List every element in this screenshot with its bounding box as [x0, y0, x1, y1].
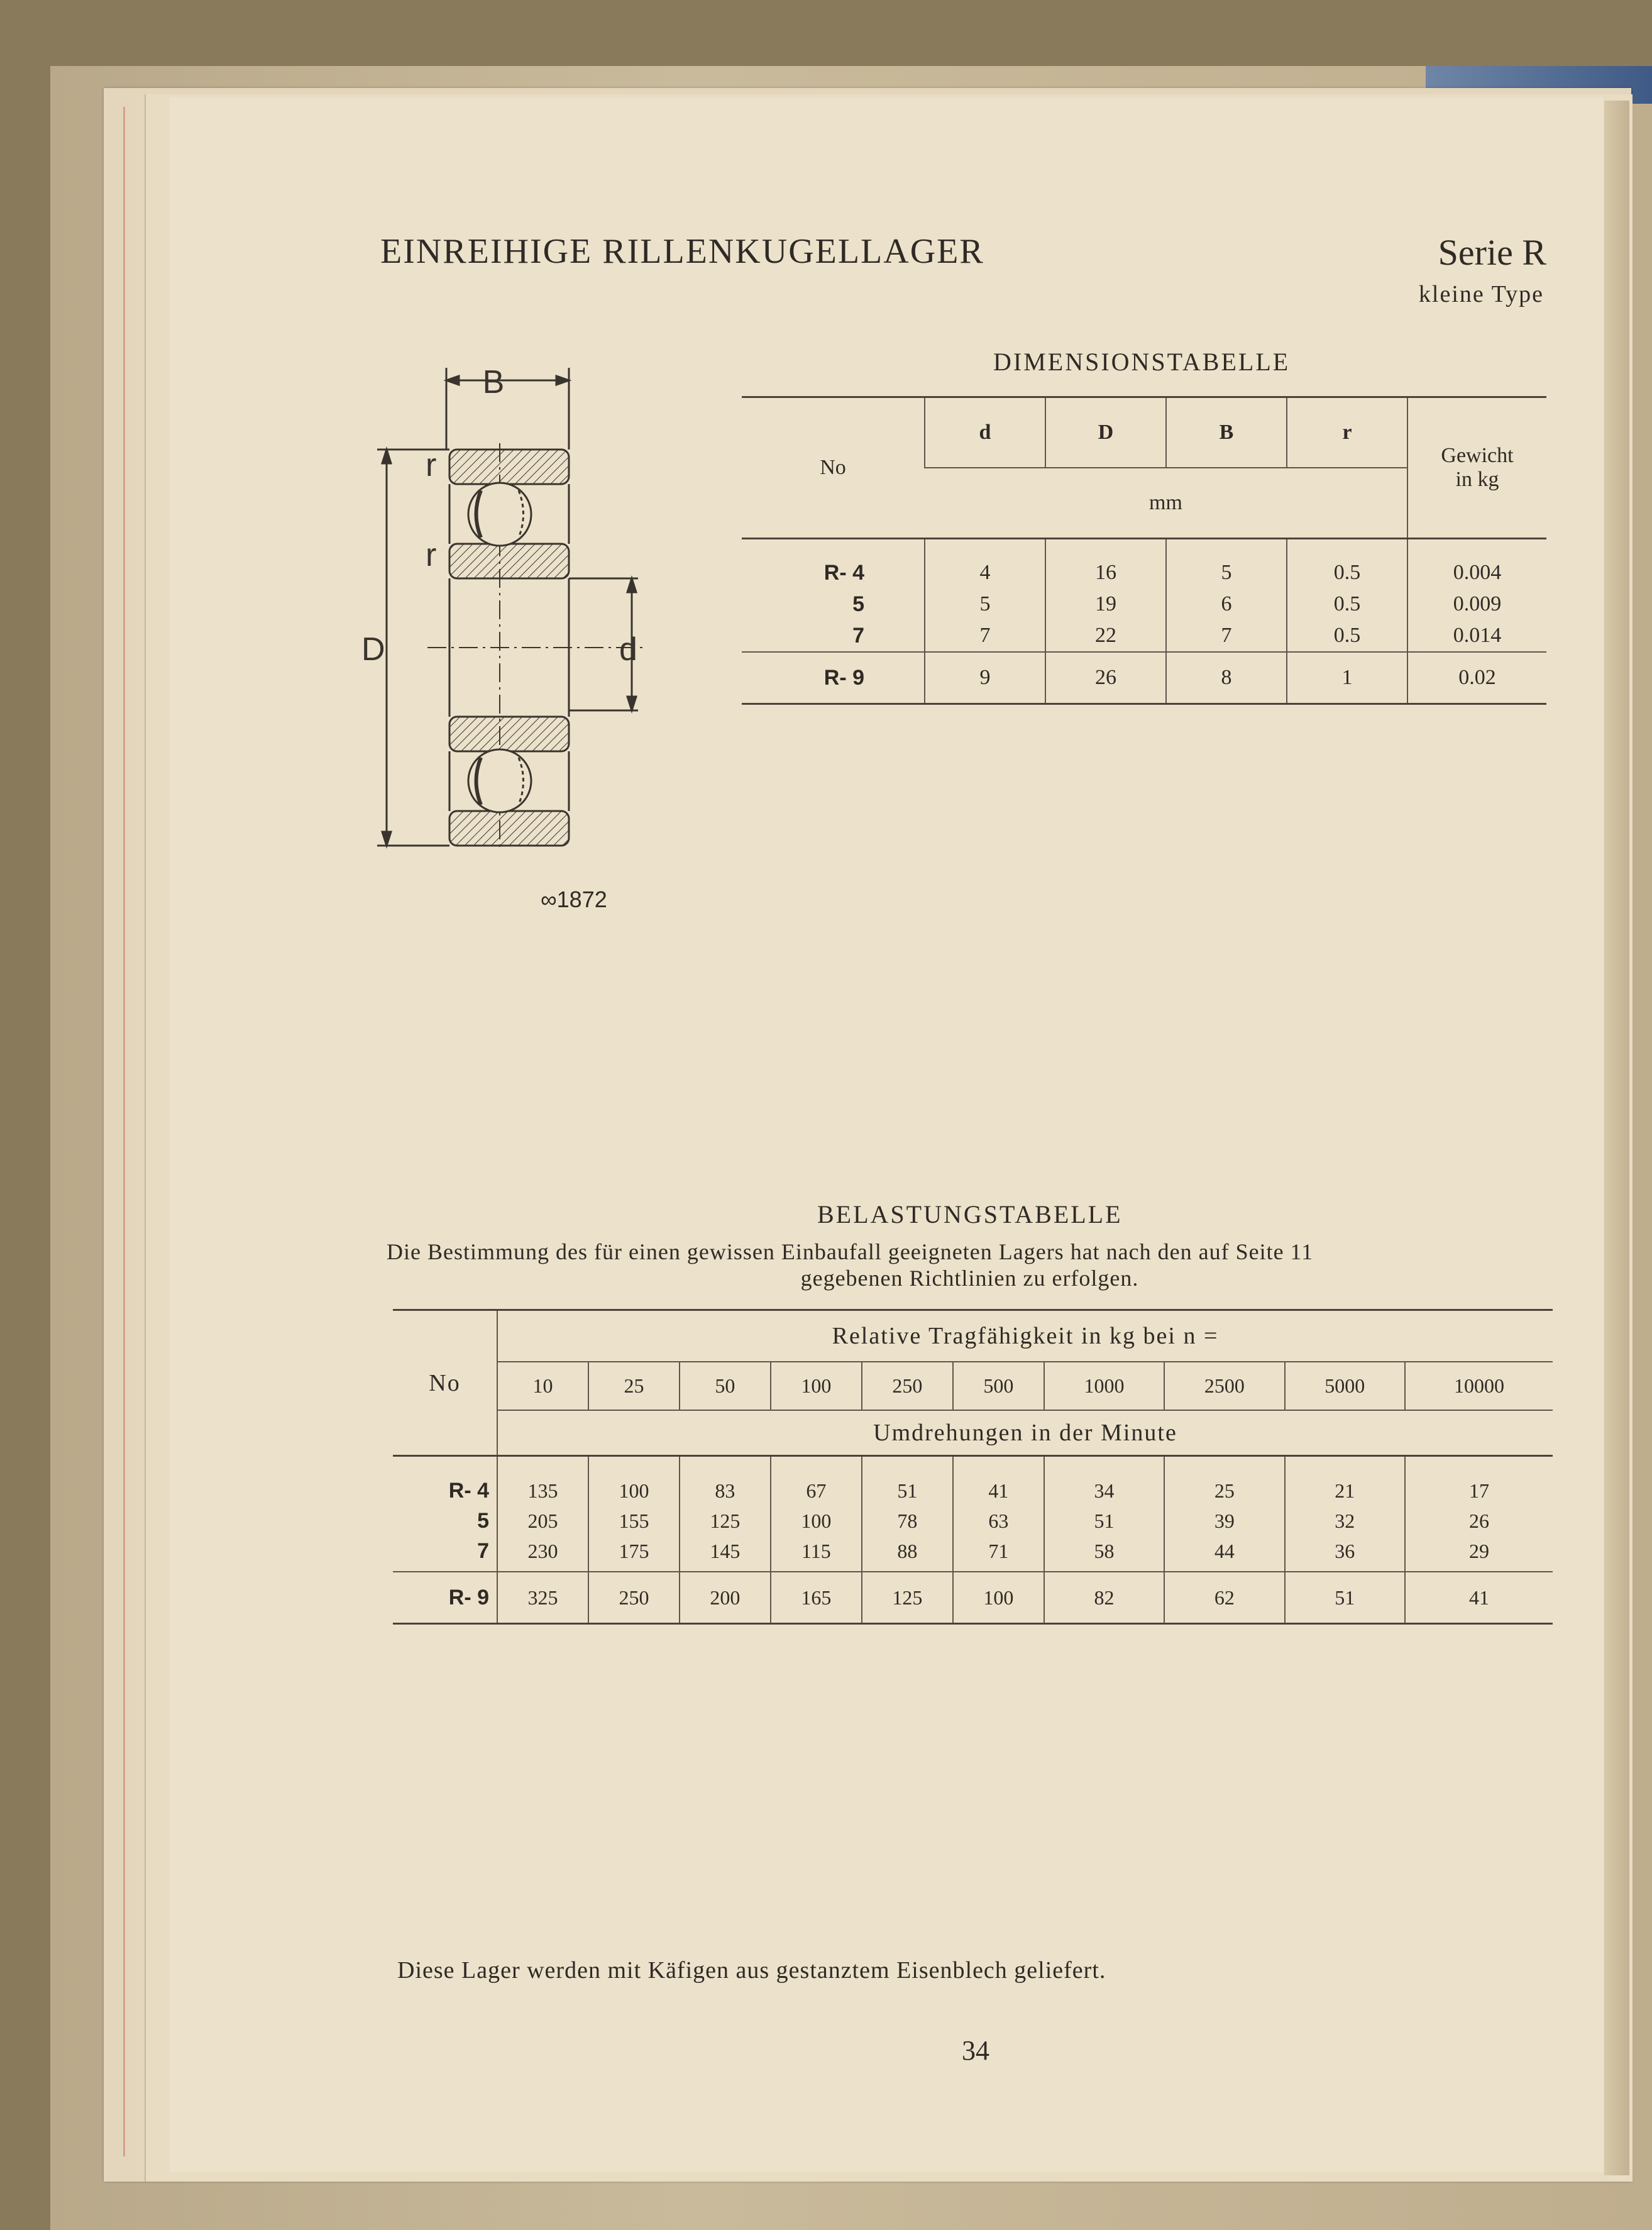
- header-unit-mm: mm: [925, 468, 1407, 539]
- load-header-relative: Relative Tragfähigkeit in kg bei n =: [497, 1310, 1553, 1362]
- page-edge-right: [1604, 101, 1629, 2175]
- cell-D: 16: [1045, 539, 1166, 589]
- cell-load: 51: [862, 1456, 953, 1506]
- cell-load: 83: [680, 1456, 771, 1506]
- cell-load: 175: [588, 1536, 680, 1572]
- cell-no: R- 9: [742, 652, 925, 704]
- label-D: D: [361, 631, 385, 668]
- cell-load: 41: [1405, 1572, 1553, 1624]
- cell-d: 5: [925, 588, 1045, 620]
- cell-weight: 0.004: [1407, 539, 1546, 589]
- cell-B: 6: [1166, 588, 1287, 620]
- drawing-reference: ∞1872: [541, 886, 607, 912]
- header-weight: [1407, 397, 1546, 539]
- cell-d: 9: [925, 652, 1045, 704]
- load-header-no: No: [393, 1310, 497, 1456]
- load-table-intro-line1: Die Bestimmung des für einen gewissen Einbaufall geeigneten Lagers hat nach den auf Seite 11: [387, 1239, 1314, 1264]
- cell-load: 26: [1405, 1506, 1553, 1536]
- header-weight-line2: in kg: [1455, 468, 1499, 491]
- cell-r: 0.5: [1287, 620, 1407, 652]
- label-b: B: [482, 364, 505, 400]
- speed-header: 1000: [1044, 1362, 1164, 1410]
- cell-r: 0.5: [1287, 539, 1407, 589]
- header-r: r: [1287, 397, 1407, 468]
- cell-D: 19: [1045, 588, 1166, 620]
- cell-load: 25: [1164, 1456, 1284, 1506]
- cell-load: 41: [953, 1456, 1044, 1506]
- cell-load: 115: [771, 1536, 862, 1572]
- cell-d: 7: [925, 620, 1045, 652]
- cell-load: 88: [862, 1536, 953, 1572]
- table-row: [742, 620, 1546, 652]
- cell-no: 5: [852, 592, 864, 616]
- cell-load: 100: [588, 1456, 680, 1506]
- table-row: [742, 588, 1546, 620]
- cell-load: 21: [1285, 1456, 1405, 1506]
- cell-no: R- 9: [393, 1572, 497, 1624]
- page-title: EINREIHIGE RILLENKUGELLAGER: [380, 232, 984, 271]
- table-row: [393, 1456, 1553, 1506]
- label-r-mid: r: [426, 537, 437, 573]
- cell-load: 200: [680, 1572, 771, 1624]
- table-row: [393, 1572, 1553, 1624]
- footnote: Diese Lager werden mit Käfigen aus gestanztem Eisenblech geliefert.: [397, 1957, 1106, 1984]
- load-table-intro-line2: gegebenen Richtlinien zu erfolgen.: [800, 1266, 1139, 1291]
- cell-no: 7: [477, 1538, 489, 1563]
- cell-no: R- 4: [823, 560, 864, 585]
- label-r-top: r: [426, 447, 437, 483]
- cell-weight: 0.014: [1407, 620, 1546, 652]
- cell-load: 135: [497, 1456, 588, 1506]
- cell-load: 71: [953, 1536, 1044, 1572]
- speed-header: 100: [771, 1362, 862, 1410]
- dimension-table: [742, 396, 1546, 705]
- speed-header: 500: [953, 1362, 1044, 1410]
- cell-load: 51: [1285, 1572, 1405, 1624]
- load-table: [393, 1309, 1553, 1625]
- cell-load: 44: [1164, 1536, 1284, 1572]
- cell-load: 78: [862, 1506, 953, 1536]
- cell-B: 7: [1166, 620, 1287, 652]
- cell-load: 165: [771, 1572, 862, 1624]
- cell-r: 1: [1287, 652, 1407, 704]
- bearing-drawing: [361, 355, 663, 858]
- cell-load: 34: [1044, 1456, 1164, 1506]
- cell-load: 63: [953, 1506, 1044, 1536]
- cell-load: 155: [588, 1506, 680, 1536]
- cell-load: 39: [1164, 1506, 1284, 1536]
- cell-load: 100: [771, 1506, 862, 1536]
- cell-load: 51: [1044, 1506, 1164, 1536]
- speed-header: 10000: [1405, 1362, 1553, 1410]
- cell-B: 8: [1166, 652, 1287, 704]
- cell-no: 7: [852, 623, 864, 648]
- load-table-caption: BELASTUNGSTABELLE: [817, 1200, 1123, 1228]
- cell-load: 125: [680, 1506, 771, 1536]
- table-row: [393, 1506, 1553, 1536]
- series-label: Serie R: [1438, 232, 1546, 273]
- header-B: B: [1166, 397, 1287, 468]
- cell-load: 36: [1285, 1536, 1405, 1572]
- cell-load: 32: [1285, 1506, 1405, 1536]
- header-weight-line1: Gewicht: [1441, 444, 1514, 467]
- cell-weight: 0.02: [1407, 652, 1546, 704]
- cell-load: 205: [497, 1506, 588, 1536]
- cell-r: 0.5: [1287, 588, 1407, 620]
- table-row: [742, 539, 1546, 589]
- speed-header: 10: [497, 1362, 588, 1410]
- cell-load: 250: [588, 1572, 680, 1624]
- dimension-table-caption: DIMENSIONSTABELLE: [993, 348, 1291, 376]
- cell-load: 58: [1044, 1536, 1164, 1572]
- header-D: D: [1045, 397, 1166, 468]
- cell-load: 325: [497, 1572, 588, 1624]
- cell-load: 125: [862, 1572, 953, 1624]
- cell-load: 145: [680, 1536, 771, 1572]
- cell-D: 26: [1045, 652, 1166, 704]
- cell-no: 5: [477, 1508, 489, 1533]
- cell-load: 67: [771, 1456, 862, 1506]
- cell-load: 29: [1405, 1536, 1553, 1572]
- cell-d: 4: [925, 539, 1045, 589]
- cell-weight: 0.009: [1407, 588, 1546, 620]
- speed-header: 250: [862, 1362, 953, 1410]
- speed-header: 5000: [1285, 1362, 1405, 1410]
- table-row: [742, 652, 1546, 704]
- load-header-speed-unit: Umdrehungen in der Minute: [873, 1420, 1177, 1446]
- speed-header: 25: [588, 1362, 680, 1410]
- cell-load: 230: [497, 1536, 588, 1572]
- cell-load: 82: [1044, 1572, 1164, 1624]
- cell-load: 100: [953, 1572, 1044, 1624]
- page-edge-red: [123, 107, 125, 2156]
- header-d: d: [925, 397, 1045, 468]
- speed-header: 2500: [1164, 1362, 1284, 1410]
- cell-load: 62: [1164, 1572, 1284, 1624]
- label-d: d: [619, 631, 637, 668]
- cell-load: 17: [1405, 1456, 1553, 1506]
- speed-header: 50: [680, 1362, 771, 1410]
- header-no: No: [820, 456, 846, 479]
- cell-D: 22: [1045, 620, 1166, 652]
- cell-no: R- 4: [448, 1478, 489, 1503]
- page-number: 34: [962, 2035, 989, 2066]
- type-note: kleine Type: [1418, 281, 1544, 307]
- table-row: [393, 1536, 1553, 1572]
- cell-B: 5: [1166, 539, 1287, 589]
